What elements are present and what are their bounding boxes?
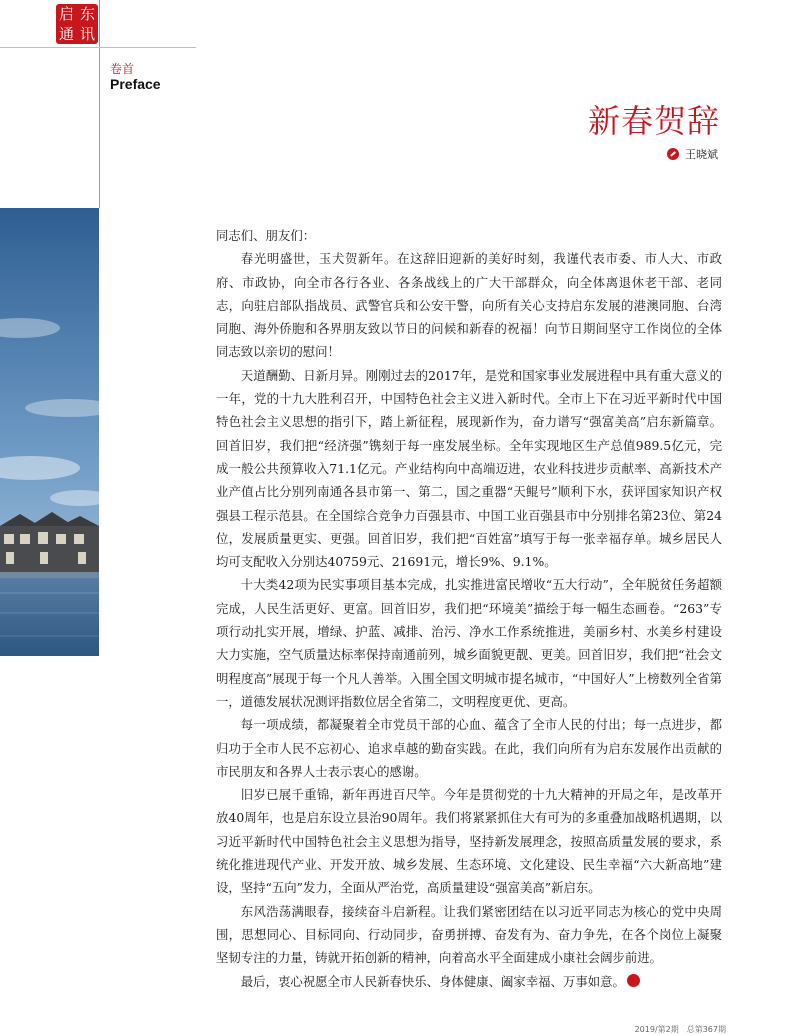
article-body: [216, 224, 722, 993]
logo-char: 启: [58, 5, 74, 23]
salutation: 同志们、朋友们：: [216, 228, 316, 243]
paragraph: 春光明盛世，玉犬贺新年。在这辞旧迎新的美好时刻，我谨代表市委、市人大、市政府、市政协，向全市各行各业、各条战线上的广大干部群众，向全体离退休老干部、老同志，向驻启部队指战员、武警官兵和公安干警，向所有关心支持启东发展的港澳同胞、台湾同胞、海外侨胞和各界朋友致以节日的问候和新春的祝福！向节日期间坚守工作岗位的全体同志致以亲切的慰问！: [216, 251, 722, 360]
closing-paragraph: [216, 970, 722, 993]
paragraph: 十大类42项为民实事项目基本完成，扎实推进富民增收“五大行动”，全年脱贫任务超额完成，人民生活更好、更富。回首旧岁，我们把“环境美”描绘于每一幅生态画卷。“263”专项行动扎实开展，增绿、护蓝、减排、治污、净水工作系统推进，美丽乡村、水美乡村建设大力实施，空气质量达标率保持南通前列，城乡面貌更靓、更美。回首旧岁，我们把“社会文明程度高”展现于每一个凡人善举。入围全国文明城市提名城市，“中国好人”上榜数列全省第一，道德发展状况测评指数位居全省第二，文明程度更优、更高。: [216, 577, 722, 709]
end-mark-icon: [627, 974, 640, 987]
paragraph: 旧岁已展千重锦，新年再进百尺竿。今年是贯彻党的十九大精神的开局之年，是改革开放40周年，也是启东设立县治90周年。我们将紧紧抓住大有可为的多重叠加战略机遇期，以习近平新时代中国特色社会主义思想为指导，坚持新发展理念，按照高质量发展的要求，系统化推进现代产业、开发开放、城乡发展、生态环境、文化建设、民生幸福“六大新高地”建设，坚持“五向”发力，全面从严治党，高质量建设“强富美高”新启东。: [216, 787, 722, 896]
article-author: [667, 146, 718, 162]
article-title: 新春贺辞: [587, 102, 720, 140]
logo-seal: [56, 4, 98, 44]
section-label-cn: 卷首: [110, 62, 135, 76]
logo-char: 通: [58, 25, 74, 43]
paragraph: 东风浩荡满眼春，接续奋斗启新程。让我们紧密团结在以习近平同志为核心的党中央周围，思想同心、目标同向、行动同步，奋勇拼搏、奋发有为、奋力争先，在各个岗位上凝聚坚韧专注的力量，铸就开拓创新的精神，向着高水平全面建成小康社会阔步前进。: [216, 903, 722, 966]
paragraph: 天道酬勤、日新月异。刚刚过去的2017年，是党和国家事业发展进程中具有重大意义的一年，党的十九大胜利召开，中国特色社会主义进入新时代。全市上下在习近平新时代中国特色社会主义思想的指引下，踏上新征程，展现新作为，奋力谱写“强富美高”启东新篇章。回首旧岁，我们把“经济强”镌刻于每一座发展坐标。全年实现地区生产总值989.5亿元，完成一般公共预算收入71.1亿元。产业结构向中高端迈进，农业科技进步贡献率、高新技术产业产值占比分别列南通各县市第一、第二，国之重器“天鲲号”顺利下水，获评国家知识产权强县工程示范县。在全国综合竞争力百强县市、中国工业百强县市中分别排名第23位、第24位，发展质量更实、更强。回首旧岁，我们把“百姓富”填写于每一张幸福存单。城乡居民人均可支配收入分别达40759元、21691元，增长9%、9.1%。: [216, 367, 722, 570]
pen-icon: [667, 148, 679, 160]
vertical-divider: [99, 0, 100, 208]
logo-char: 讯: [79, 25, 95, 43]
author-name: 王晓斌: [685, 148, 718, 161]
header-divider: [0, 47, 196, 48]
landscape-photo: [0, 208, 99, 656]
paragraph: 每一项成绩，都凝聚着全市党员干部的心血、蕴含了全市人民的付出；每一点进步，都归功于全市人民不忘初心、追求卓越的勤奋实践。在此，我们向所有为启东发展作出贡献的市民朋友和各界人士表示衷心的感谢。: [216, 717, 722, 779]
logo-char: 东: [79, 5, 95, 23]
section-label-en: Preface: [110, 76, 161, 92]
page-footer: 2019/第2期 总第367期: [634, 1025, 726, 1034]
closing-text: 最后，衷心祝愿全市人民新春快乐、身体健康、阖家幸福、万事如意。: [240, 973, 625, 989]
